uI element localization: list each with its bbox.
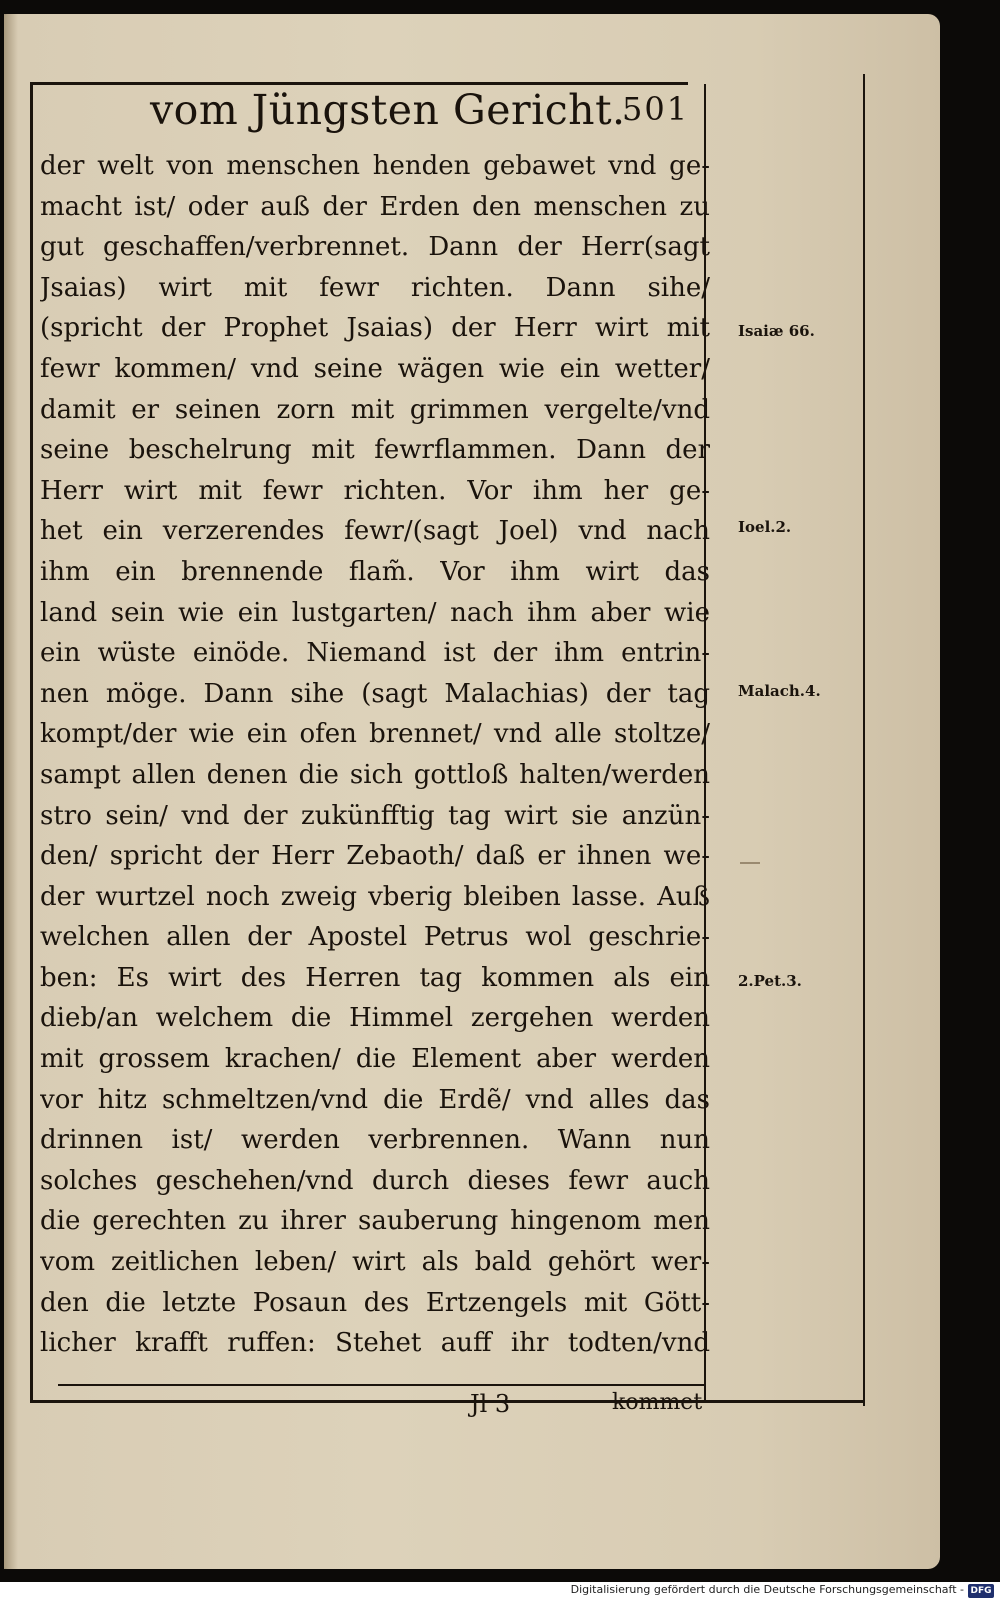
- text-line: der wurtzel noch zweig vberig bleiben lasse. Auß: [40, 881, 710, 912]
- text-line: vom zeitlichen leben/ wirt als bald gehört wer-: [40, 1247, 710, 1278]
- text-line: kompt/der wie ein ofen brennet/ vnd alle stoltze/: [40, 719, 710, 750]
- text-line: gut geschaffen/verbrennet. Dann der Herr(sagt: [40, 232, 710, 263]
- text-line: Jsaias) wirt mit fewr richten. Dann sihe/: [40, 272, 710, 303]
- text-line: solches geschehen/vnd durch dieses fewr auch: [40, 1165, 710, 1196]
- text-line: het ein verzerendes fewr/(sagt Joel) vnd nach: [40, 516, 710, 547]
- frame-left-rule: [30, 84, 33, 1402]
- text-line: macht ist/ oder auß der Erden den menschen zu: [40, 191, 710, 222]
- text-line: vor hitz schmeltzen/vnd die Erdẽ/ vnd alles das: [40, 1084, 710, 1115]
- signature-mark: Jl 3: [470, 1390, 511, 1418]
- catchword: kommet: [612, 1390, 703, 1415]
- text-line: sampt allen denen die sich gottloß halten/werden: [40, 759, 710, 790]
- text-line: stro sein/ vnd der zukünfftig tag wirt sie anzün-: [40, 800, 710, 831]
- margin-mark: [740, 862, 760, 864]
- body-text: [40, 146, 710, 1364]
- marginal-note-malachi: Malach.4.: [738, 682, 821, 700]
- text-line: ein wüste einöde. Niemand ist der ihm entrin-: [40, 638, 710, 669]
- text-line: nen möge. Dann sihe (sagt Malachias) der tag: [40, 678, 710, 709]
- frame-outer-right-rule: [863, 74, 865, 1406]
- marginal-note-isaiah: Isaiæ 66.: [738, 322, 815, 340]
- frame-top-rule: [30, 82, 688, 85]
- catchword-rule: [58, 1384, 704, 1386]
- text-line: fewr kommen/ vnd seine wägen wie ein wetter/: [40, 353, 710, 384]
- text-line: welchen allen der Apostel Petrus wol geschrie-: [40, 922, 710, 953]
- text-line: ihm ein brennende flam̃. Vor ihm wirt das: [40, 556, 710, 587]
- text-line: den/ spricht der Herr Zebaoth/ daß er ihnen we-: [40, 841, 710, 872]
- text-line: der welt von menschen henden gebawet vnd ge-: [40, 151, 710, 181]
- dfg-logo: DFG: [968, 1584, 994, 1598]
- text-line: seine beschelrung mit fewrflammen. Dann der: [40, 435, 710, 466]
- text-line: licher krafft ruffen: Stehet auff ihr todten/vnd: [40, 1328, 710, 1359]
- text-line: den die letzte Posaun des Ertzengels mit Gött-: [40, 1287, 710, 1318]
- text-line: Herr wirt mit fewr richten. Vor ihm her ge-: [40, 475, 710, 506]
- marginal-note-peter: 2.Pet.3.: [738, 972, 802, 990]
- text-line: drinnen ist/ werden verbrennen. Wann nun: [40, 1125, 710, 1156]
- frame-bottom-rule: [30, 1400, 865, 1403]
- text-line: dieb/an welchem die Himmel zergehen werden: [40, 1003, 710, 1034]
- page-gutter-shadow: [4, 14, 18, 1569]
- text-line: (spricht der Prophet Jsaias) der Herr wirt mit: [40, 313, 710, 344]
- text-line: land sein wie ein lustgarten/ nach ihm aber wie: [40, 597, 710, 628]
- running-head-title: vom Jüngsten Gericht.: [150, 86, 626, 134]
- text-line: die gerechten zu ihrer sauberung hingenom men: [40, 1206, 710, 1237]
- page-number: 501: [622, 90, 690, 128]
- text-line: mit grossem krachen/ die Element aber werden: [40, 1044, 710, 1075]
- funding-credit: Digitalisierung gefördert durch die Deutsche Forschungsgemeinschaft -: [570, 1583, 964, 1596]
- text-line: ben: Es wirt des Herren tag kommen als ein: [40, 962, 710, 993]
- text-line: damit er seinen zorn mit grimmen vergelte/vnd: [40, 394, 710, 425]
- marginal-note-joel: Ioel.2.: [738, 518, 792, 536]
